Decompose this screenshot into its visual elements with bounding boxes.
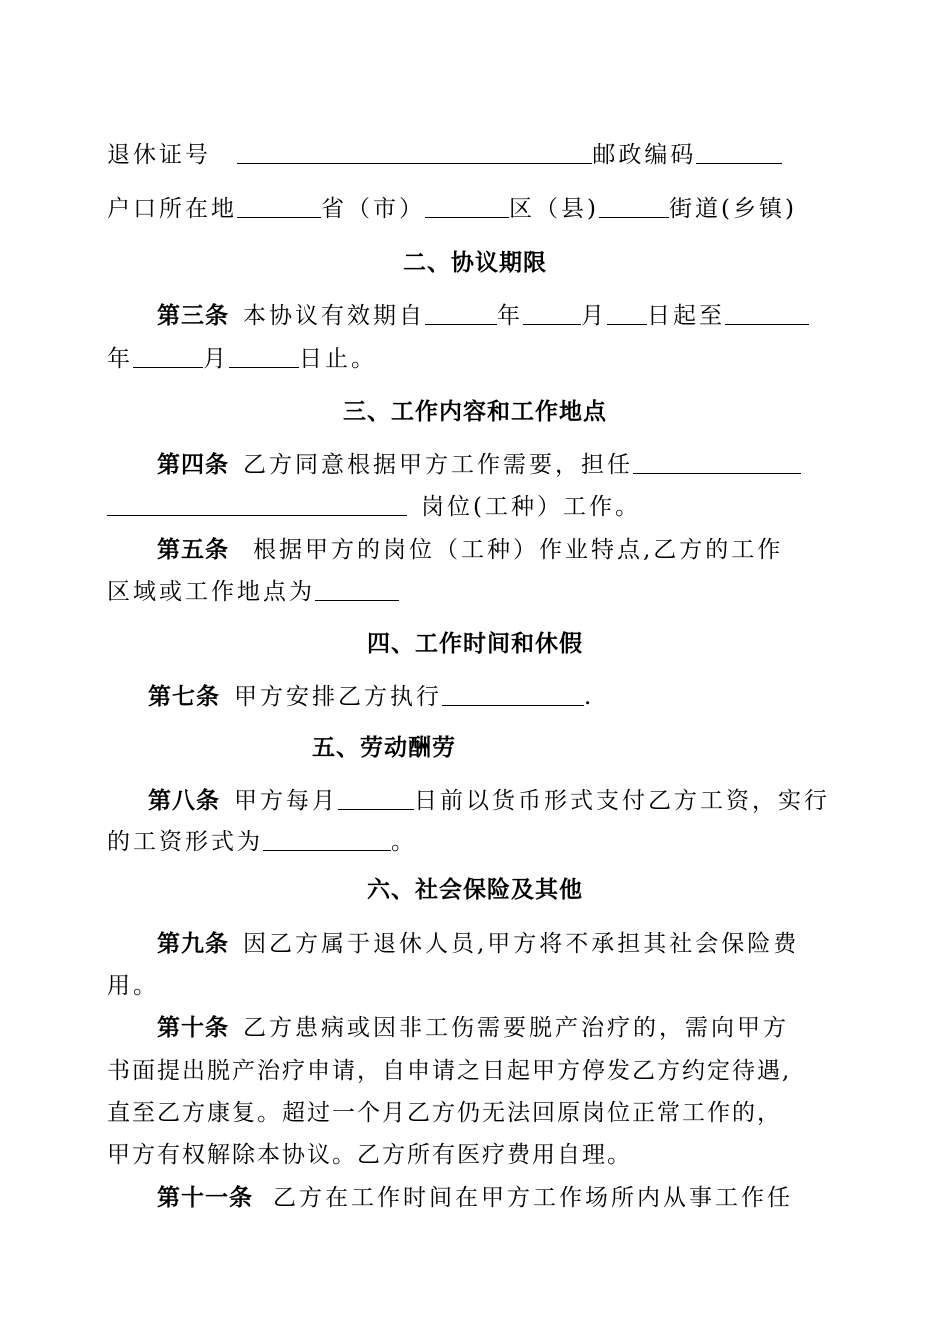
article-9-line-1 xyxy=(157,927,850,961)
wage-form-blank[interactable] xyxy=(263,828,391,851)
article-5-text-b: 区域或工作地点为 xyxy=(107,579,315,605)
hukou-blank-3[interactable] xyxy=(599,195,669,218)
article-10-line-1 xyxy=(157,1011,850,1045)
district-label: 区（县) xyxy=(509,196,599,222)
position-blank-2[interactable] xyxy=(107,493,407,516)
month-label-2: 月 xyxy=(203,346,229,372)
article-9-text-a: 因乙方属于退休人员,甲方将不承担其社会保险费 xyxy=(243,931,800,957)
month-label: 月 xyxy=(581,303,607,329)
article-7-label: 第七条 xyxy=(148,684,220,710)
article-5-line-1 xyxy=(157,533,850,567)
hukou-blank-1[interactable] xyxy=(237,195,321,218)
article-11-line-1 xyxy=(157,1181,850,1215)
article-4-text-a: 乙方同意根据甲方工作需要，担任 xyxy=(243,452,633,478)
retire-cert-line xyxy=(107,138,850,172)
article-7-line xyxy=(148,680,850,714)
payday-blank[interactable] xyxy=(338,787,414,810)
article-5-line-2 xyxy=(107,575,850,609)
article-9-label: 第九条 xyxy=(157,931,229,957)
section-heading-6: 六、社会保险及其他 xyxy=(367,877,583,903)
article-8-end: 。 xyxy=(391,829,417,855)
article-8-line-1 xyxy=(148,784,850,818)
article-7-text-a: 甲方安排乙方执行 xyxy=(234,684,442,710)
retire-cert-label: 退休证号 xyxy=(107,142,211,168)
section-heading-4: 四、工作时间和休假 xyxy=(367,631,583,657)
hukou-label: 户口所在地 xyxy=(107,196,237,222)
start-year-blank[interactable] xyxy=(425,302,497,325)
work-hours-blank[interactable] xyxy=(442,683,584,706)
article-8-line-2 xyxy=(107,825,850,859)
end-month-blank[interactable] xyxy=(133,345,203,368)
article-4-label: 第四条 xyxy=(157,452,229,478)
postcode-label: 邮政编码 xyxy=(592,142,697,168)
province-label: 省（市） xyxy=(321,196,425,222)
article-8-text-a: 甲方每月 xyxy=(234,788,338,814)
article-5-label: 第五条 xyxy=(157,537,229,563)
section-heading-5: 五、劳动酬劳 xyxy=(312,735,456,761)
year-label-2: 年 xyxy=(107,346,133,372)
hukou-line xyxy=(107,192,850,226)
article-4-line-2 xyxy=(107,490,850,524)
retire-cert-blank[interactable] xyxy=(237,141,592,164)
start-month-blank[interactable] xyxy=(523,302,581,325)
section-heading-3: 三、工作内容和工作地点 xyxy=(343,399,607,425)
end-year-blank[interactable] xyxy=(725,302,809,325)
article-10-text-a: 乙方患病或因非工伤需要脱产治疗的，需向甲方 xyxy=(243,1015,789,1041)
year-label: 年 xyxy=(497,303,523,329)
article-10-line-3: 直至乙方康复。超过一个月乙方仍无法回原岗位正常工作的， xyxy=(107,1100,782,1126)
article-3-line-2 xyxy=(107,342,850,376)
article-10-label: 第十条 xyxy=(157,1015,229,1041)
article-9-line-2: 用。 xyxy=(107,973,159,999)
article-8-label: 第八条 xyxy=(148,788,220,814)
article-3-line-1 xyxy=(157,299,850,333)
work-location-blank[interactable] xyxy=(315,578,399,601)
article-7-end: . xyxy=(584,684,595,710)
article-11-text-a: 乙方在工作时间在甲方工作场所内从事工作任 xyxy=(273,1185,793,1211)
end-day-blank[interactable] xyxy=(229,345,299,368)
start-day-blank[interactable] xyxy=(607,302,647,325)
article-3-label: 第三条 xyxy=(157,303,229,329)
article-8-text-c: 的工资形式为 xyxy=(107,829,263,855)
article-8-text-b: 日前以货币形式支付乙方工资，实行 xyxy=(414,788,830,814)
street-label: 街道(乡镇) xyxy=(668,196,797,222)
article-4-text-b: 岗位(工种）工作。 xyxy=(421,494,641,520)
day-end-label: 日止。 xyxy=(299,346,377,372)
article-10-line-4: 甲方有权解除本协议。乙方所有医疗费用自理。 xyxy=(107,1142,632,1168)
position-blank-1[interactable] xyxy=(633,451,801,474)
article-3-text-a: 本协议有效期自 xyxy=(243,303,425,329)
article-5-text-a: 根据甲方的岗位（工种）作业特点,乙方的工作 xyxy=(253,537,784,563)
article-11-label: 第十一条 xyxy=(157,1185,253,1211)
hukou-blank-2[interactable] xyxy=(425,195,509,218)
postcode-blank[interactable] xyxy=(696,141,782,164)
article-10-line-2: 书面提出脱产治疗申请，自申请之日起甲方停发乙方约定待遇, xyxy=(107,1058,792,1084)
section-heading-2: 二、协议期限 xyxy=(403,250,547,276)
day-from-label: 日起至 xyxy=(647,303,725,329)
article-4-line-1 xyxy=(157,448,850,482)
